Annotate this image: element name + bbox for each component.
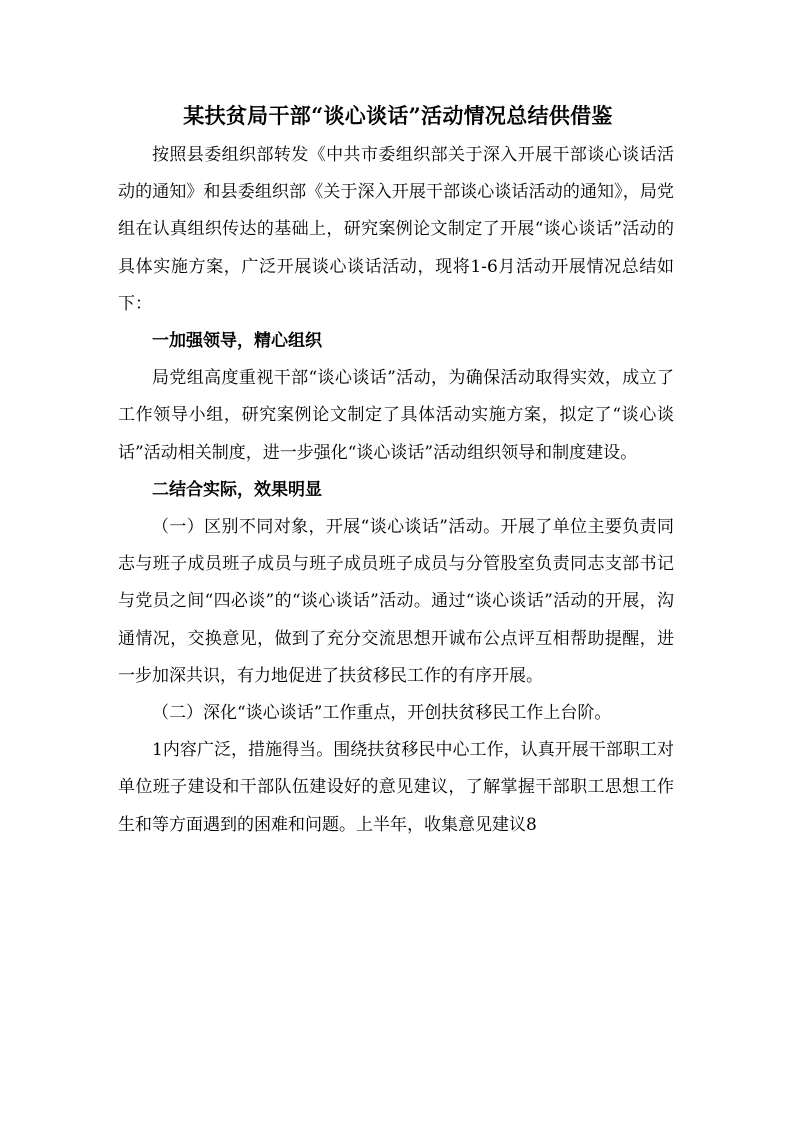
document-title: 某扶贫局干部“谈心谈话”活动情况总结供借鉴	[183, 103, 613, 128]
point-1-paragraph: 1内容广泛，措施得当。围绕扶贫移民中心工作，认真开展干部职工对单位班子建设和干部队伍建设好的意见建议，了解掌握干部职工思想工作生和等方面遇到的困难和问题。上半年，收集意见建议8	[118, 740, 674, 835]
section-heading-1: 一加强领导，精心组织	[152, 331, 322, 352]
document-body	[118, 137, 674, 844]
subsection-1-paragraph: （一）区别不同对象，开展“谈心谈话”活动。开展了单位主要负责同志与班子成员班子成员与班子成员班子成员与分管股室负责同志支部书记与党员之间“四必谈”的“谈心谈话”活动。通过“谈心谈话”活动的开展，沟通情况，交换意见，做到了充分交流思想开诚布公点评互相帮助提醒，进一步加深共识，有力地促进了扶贫移民工作的有序开展。	[118, 517, 674, 686]
section-1-paragraph: 局党组高度重视干部“谈心谈话”活动，为确保活动取得实效，成立了工作领导小组，研究案例论文制定了具体活动实施方案，拟定了“谈心谈话”活动相关制度，进一步强化“谈心谈话”活动组织领导和制度建设。	[118, 368, 674, 463]
subsection-2-paragraph: （二）深化“谈心谈话”工作重点，开创扶贫移民工作上台阶。	[152, 703, 612, 724]
intro-paragraph: 按照县委组织部转发《中共市委组织部关于深入开展干部谈心谈话活动的通知》和县委组织部《关于深入开展干部谈心谈话活动的通知》，局党组在认真组织传达的基础上，研究案例论文制定了开展“谈心谈话”活动的具体实施方案，广泛开展谈心谈话活动，现将1-6月活动开展情况总结如下：	[118, 145, 674, 314]
section-heading-2: 二结合实际，效果明显	[152, 479, 322, 500]
